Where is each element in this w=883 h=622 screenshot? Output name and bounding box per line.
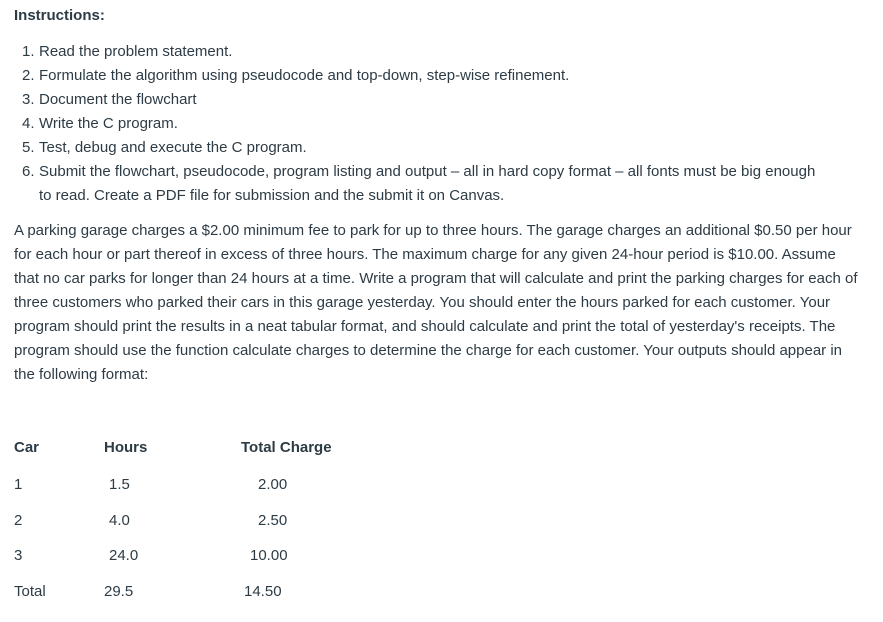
table-cell-car: Total <box>14 583 46 600</box>
table-cell-charge: 2.50 <box>258 512 288 529</box>
step-text: Formulate the algorithm using pseudocode and top-down, step-wise refinement. <box>39 67 570 84</box>
instruction-step <box>22 112 822 136</box>
instruction-step <box>22 64 822 88</box>
instruction-step <box>22 136 822 160</box>
table-cell-hours: 29.5 <box>104 583 134 600</box>
column-header-car: Car <box>14 439 40 456</box>
table-cell-charge: 10.00 <box>250 547 288 564</box>
step-text: Write the C program. <box>39 115 178 132</box>
column-header-total-charge: Total Charge <box>241 439 332 456</box>
step-text: Test, debug and execute the C program. <box>39 139 307 156</box>
column-header-hours: Hours <box>104 439 148 456</box>
table-cell-hours: 24.0 <box>109 547 139 564</box>
step-number: 4. <box>22 115 35 132</box>
table-cell-charge: 2.00 <box>258 476 288 493</box>
step-number: 1. <box>22 43 35 60</box>
step-text: Document the flowchart <box>39 91 197 108</box>
instructions-list <box>22 40 822 208</box>
instruction-step <box>22 88 822 112</box>
step-text: Submit the flowchart, pseudocode, program listing and output – all in hard copy format – all fonts must be big enough to read. Create a PDF file for submission and the submit it on Canvas. <box>39 163 816 204</box>
step-number: 5. <box>22 139 35 156</box>
step-number: 2. <box>22 67 35 84</box>
step-text: Read the problem statement. <box>39 43 233 60</box>
instruction-step <box>22 160 822 208</box>
table-cell-car: 1 <box>14 476 23 493</box>
problem-statement: A parking garage charges a $2.00 minimum fee to park for up to three hours. The garage charges an additional $0.50 per hour for each hour or part thereof in excess of three hours. The maximum charge for any given 24-hour period is $10.00. Assume that no car parks for longer than 24 hours at a time. Write a program that will calculate and print the parking charges for each of three customers who parked their cars in this garage yesterday. You should enter the hours parked for each customer. Your program should print the results in a neat tabular format, and should calculate and print the total of yesterday's receipts. The program should use the function calculate charges to determine the charge for each customer. Your outputs should appear in the following format: <box>14 222 858 383</box>
table-cell-hours: 1.5 <box>109 476 130 493</box>
table-cell-car: 2 <box>14 512 23 529</box>
instruction-step <box>22 40 822 64</box>
step-number: 3. <box>22 91 35 108</box>
step-number: 6. <box>22 163 35 180</box>
table-cell-hours: 4.0 <box>109 512 130 529</box>
instructions-heading: Instructions: <box>14 7 105 24</box>
table-cell-charge: 14.50 <box>244 583 282 600</box>
table-cell-car: 3 <box>14 547 23 564</box>
